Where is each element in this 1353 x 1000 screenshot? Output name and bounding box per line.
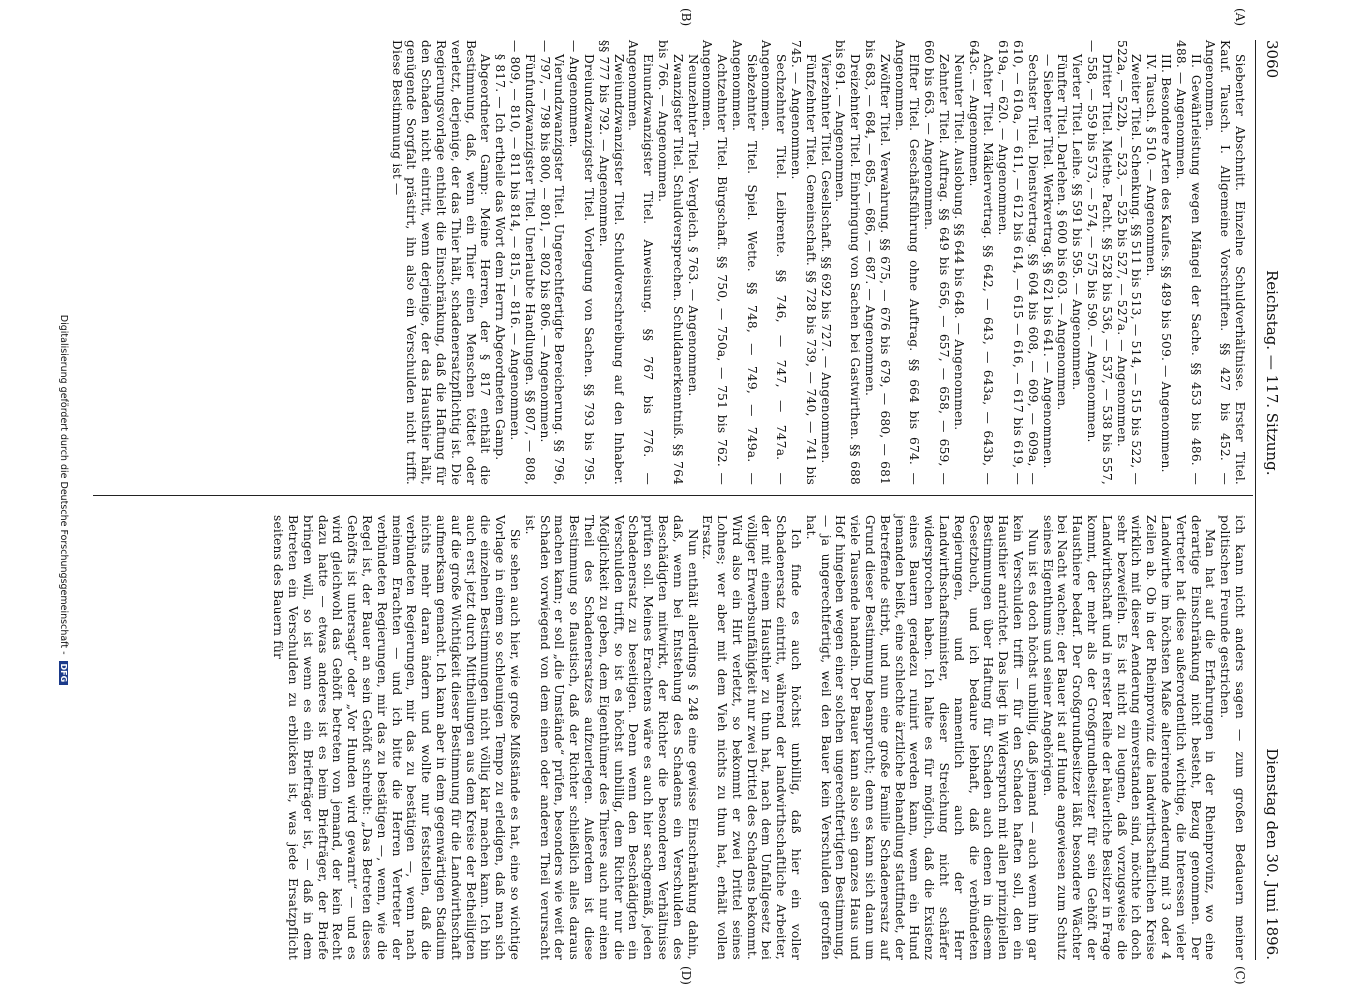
paragraph: Vierter Titel. Leihe. §§ 591 bis 595. — Angenommen. [1070,54,1085,391]
paragraph: Vierzehnter Titel. Gesellschaft. §§ 692 bis 727. — Angenommen. [818,54,833,464]
rotated-document-page [53,0,1283,1000]
paragraph: ich kann nicht anders sagen — zum großen Bedauern meiner politischen Freunde gestrichen. [1218,515,1247,960]
paragraph: Dreiundzwanzigster Titel. Vorlegung von Sachen. §§ 793 bis 795. — Angenommen. [567,40,596,485]
paragraph: Nun ist es doch höchst unbillig, daß jemand — auch wenn ihn gar kein Verschulden trifft — für den Schaden haften soll, den ein Hausthier anrichtet. Das liegt in Widerspruch mit allen prinzipiellen Bestimmungen über Haftung für Schaden auch denen in diesem Gesetzbuch, und ich bedaure lebhaft, daß die verbündeten Regierungen, und namentlich auch der Herr Landwirthschaftsminister, dieser Streichung nicht schärfer widersprochen haben. Ich halte es für möglich, daß die Existenz eines Bauern geradezu ruinirt werden kann, wenn ein Hund jemanden beißt, eine schlechte ärztliche Behandlung stattfindet, der Betreffende stirbt, und nun eine große Familie Schadenersatz auf Grund dieser Bestimmung beansprucht; denn es kann sich dann um viele Tausende handeln. Der Bauer kann also sein ganzes Haus und Hof hingeben wegen einer solchen ungerechtfertigten Bestimmung, — ja ungerechtfertigt, weil den Bauer kein Verschulden getroffen hat. [803,515,1040,960]
paragraph: Achter Titel. Mäklervertrag. §§ 642, — 643, — 643a, — 643b, — 643c. — Angenommen. [966,40,996,485]
session-date: Dienstag den 30. Juni 1896. [1263,748,1281,960]
paragraph: Man hat auf die Erfahrungen in der Rheinprovinz, wo eine derartige Einschränkung nicht besteht, Bezug genommen. Der Vertreter hat diese außerordentlich wichtige, die Interessen vieler Landwirthe im höchsten Maße alterirende Aenderung mit 3 oder 4 Zeilen ab. Ob in der Rheinprovinz die landwirthschaftlichen Kreise wirklich mit dieser Aenderung einverstanden sind, möchte ich doch sehr bezweifeln. Es ist nicht zu leugnen, daß vorzugsweise die Landwirthschaft und in erster Reihe der bäuerliche Besitzer in Frage kommt, der mehr als der Großgrundbesitzer für sein Gehöft der Hausthiere bedarf. Der Großgrundbesitzer läßt besondere Wächter bei Nacht wachen; der Bauer ist auf Hunde angewiesen zum Schutz seines Eigenthums und seiner Angehörigen. [1040,515,1218,960]
paragraph: Nun enthält allerdings § 248 eine gewisse Einschränkung dahin, daß, wenn bei Entstehung des Schadens ein Verschulden des Beschädigten mitwirkt, der Richter die besonderen Verhältnisse prüfen soll. Meines Erachtens wäre es auch hier sachgemäß, jeden Schadenersatz zu beseitigen. Denn wenn den Beschädigten ein Verschulden trifft, so ist es höchst unbillig, dem Richter nur die Möglichkeit zu geben, dem Eigenthümer des Thieres auch nur einen Theil des Schadenersatzes aufzuerlegen. Außerdem ist diese Bestimmung so flaustisch, daß der Richter schließlich alles daraus machen kann; er soll „die Umstände“ prüfen, besonders wie weit der Schaden vorwiegend von dem einen oder anderen Theil verursacht ist. [522,515,700,960]
margin-marker-b: (B) [679,8,693,27]
paragraph: Einundzwanzigster Titel. Anweisung. §§ 767 bis 776. — Angenommen. [626,40,656,485]
header-rule [1255,40,1256,960]
paragraph: III. Besondere Arten des Kaufes. §§ 489 bis 509. — Angenommen. [1159,54,1174,473]
paragraph: Sie sehen auch hier, wie große Mißstände es hat, eine so wichtige Vorlage in einem so schleunigen Tempo zu erledigen, daß man sich die einzelnen Bestimmungen nicht völlig klar machen kann. Ich bin auch erst jetzt durch Mittheilungen aus dem Kreise der Betheiligten auf die große Wichtigkeit dieser Bestimmung für die Landwirthschaft aufmerksam gemacht. Ich kann aber in dem gegenwärtigen Stadium nichts mehr daran ändern und wollte nur feststellen, daß die verbündeten Regierungen, mir das zu bestätigen —, wenn nach meinem Erachten — und ich bitte die Herren Vertreter der verbündeten Regierungen, mir das zu bestätigen —, wenn, wie die Regel ist, der Bauer an sein Gehöft schreibt: „Das Betreten dieses Gehöfts ist untersagt“ oder „Vor Hunden wird gewarnt“ — und es wird gleichwohl das Gehöft betreten von jemand, der kein Recht dazu hatte — etwas anderes ist es beim Briefträger, der Briefe bringen will, so ist wenn es ein Briefträger ist, — daß in dem Betreten ein Verschulden zu erblicken ist, was jede Ersatzpflicht seitens des Bauern für [271,515,522,960]
dfg-logo: DFG [59,661,68,686]
paragraph: IV. Tausch. § 510. — Angenommen. [1144,54,1159,277]
paragraph: Fünfzehnter Titel. Gemeinschaft. §§ 728 bis 739, — 740, — 741 bis 745. — Angenommen. [789,40,818,485]
paragraph: Fünfter Titel. Darlehen. § 600 bis 603. — Angenommen. [1055,54,1070,411]
paragraph: Sechzehnter Titel. Leibrente. §§ 746, — 747, — 747a. — Angenommen. [759,40,789,485]
paragraph: Zwölfter Titel. Verwahrung. §§ 675, — 676 bis 679, — 680, — 681 bis 683, — 684, — 685, — 686, — 687. — Angenommen. [863,40,892,485]
right-text-column [270,515,1247,960]
paragraph: Sechster Titel. Dienstvertrag. §§ 604 bis 608, — 609, — 609a, — 610, — 610a, — 611, — 612 bis 614, — 615 — 616, — 617 bis 619, — 619a, — 620. — Angenommen. [996,40,1040,485]
paragraph: Dreizehnter Titel. Einbringung von Sachen bei Gastwirthen. §§ 688 bis 691. — Angenommen. [833,40,863,485]
paragraph: § 817. — Ich ertheile das Wort dem Herrn Abgeordneten Gamp. [493,54,508,461]
paragraph: Zehnter Titel. Auftrag. §§ 649 bis 656, — 657, — 658, — 659, — 660 bis 663. — Angenommen. [922,40,952,485]
footer-text: Digitalisierung gefördert durch die Deutsche Forschungsgemeinschaft - [58,314,69,655]
paragraph: Zweiundzwanzigster Titel. Schuldverschreibung auf den Inhaber. §§ 777 bis 792. — Angenommen. [596,40,626,485]
paragraph: — Siebenter Titel. Werkvertrag. §§ 621 bis 641. — Angenommen. [1040,54,1055,469]
paragraph: Vierundzwanzigster Titel. Ungerechtfertigte Bereicherung. §§ 796, — 797, — 798 bis 800, — 801, — 802 bis 806. — Angenommen. [537,40,567,485]
paragraph: Siebenter Abschnitt. Einzelne Schuldverhältnisse. Erster Titel. Kauf. Tausch. I. Allgemeine Vorschriften. §§ 427 bis 452. — Angenommen. [1203,40,1247,485]
paragraph: Siebzehnter Titel. Spiel. Wette. §§ 748, — 749, — 749a. — Angenommen. [729,40,759,485]
paragraph: Elfter Titel. Geschäftsführung ohne Auftrag. §§ 664 bis 674. — Angenommen. [892,40,922,485]
paragraph: Abgeordneter Gamp: Meine Herren, der § 817 enthält die Bestimmung, daß, wenn ein Thier einen Menschen tödtet oder verletzt, derjenige, der das Thier hält, schadenersatzpflichtig ist. Die Regierungsvorlage enthielt die Einschränkung, daß die Haftung für den Schaden nicht eintritt, wenn derjenige, der das Hausthier hält, genügende Sorgfalt prästirt, ihn also ein Verschulden nicht trifft. Diese Bestimmung ist — [389,40,493,485]
page-header [1257,40,1283,960]
paragraph: Fünfundzwanzigster Titel. Unerlaubte Handlungen. §§ 807, — 808, — 809, — 810, — 811 bis 814, — 815, — 816. — Angenommen. [507,40,537,485]
paragraph: Achtzehnter Titel. Bürgschaft. §§ 750, — 750a, — 751 bis 762. — Angenommen. [700,40,730,485]
page-number: 3060 [1263,40,1281,79]
session-title: Reichstag. — 117. Sitzung. [1263,270,1281,476]
paragraph: II. Gewährleistung wegen Mängel der Sache. §§ 453 bis 486. — 488. — Angenommen. [1173,40,1203,485]
margin-marker-d: (D) [679,966,693,985]
paragraph: Zwanzigster Titel. Schuldversprechen. Schuldanerkenntniß. §§ 764 bis 766. — Angenommen. [655,40,685,485]
margin-marker-a: (A) [1233,8,1247,27]
digitization-footer [53,0,69,1000]
paragraph: Ich finde es auch höchst unbillig, daß hier ein voller Schadenersatz eintritt, während der landwirthschaftliche Arbeiter, der mit einem Hausthier zu thun hat, nach dem Unfallgesetz bei völliger Erwerbsunfähigkeit nur zwei Drittel des Schadens bekommt. Wird also ein Hirt verletzt, so bekommt er zwei Drittel seines Lohnes; wer aber mit dem Vieh nichts zu thun hat, erhält vollen Ersatz. [700,515,804,960]
paragraph: Neunzehnter Titel. Vergleich. § 763. — Angenommen. [685,54,700,397]
paragraph: Dritter Titel. Miethe. Pacht. §§ 528 bis 536, — 537, — 538 bis 557, — 558, — 559 bis 573, — 574, — 575 bis 590. — Angenommen. [1085,40,1114,485]
margin-marker-c: (C) [1233,966,1247,985]
paragraph: Zweiter Titel. Schenkung. §§ 511 bis 513, — 514, — 515 bis 522, — 522a, — 522b, — 523, — 525 bis 527, — 527a. — Angenommen. [1114,40,1144,485]
paragraph: Neunter Titel. Auslobung. §§ 644 bis 648. — Angenommen. [951,54,966,431]
column-separator [93,495,1253,496]
left-text-column [389,40,1247,485]
